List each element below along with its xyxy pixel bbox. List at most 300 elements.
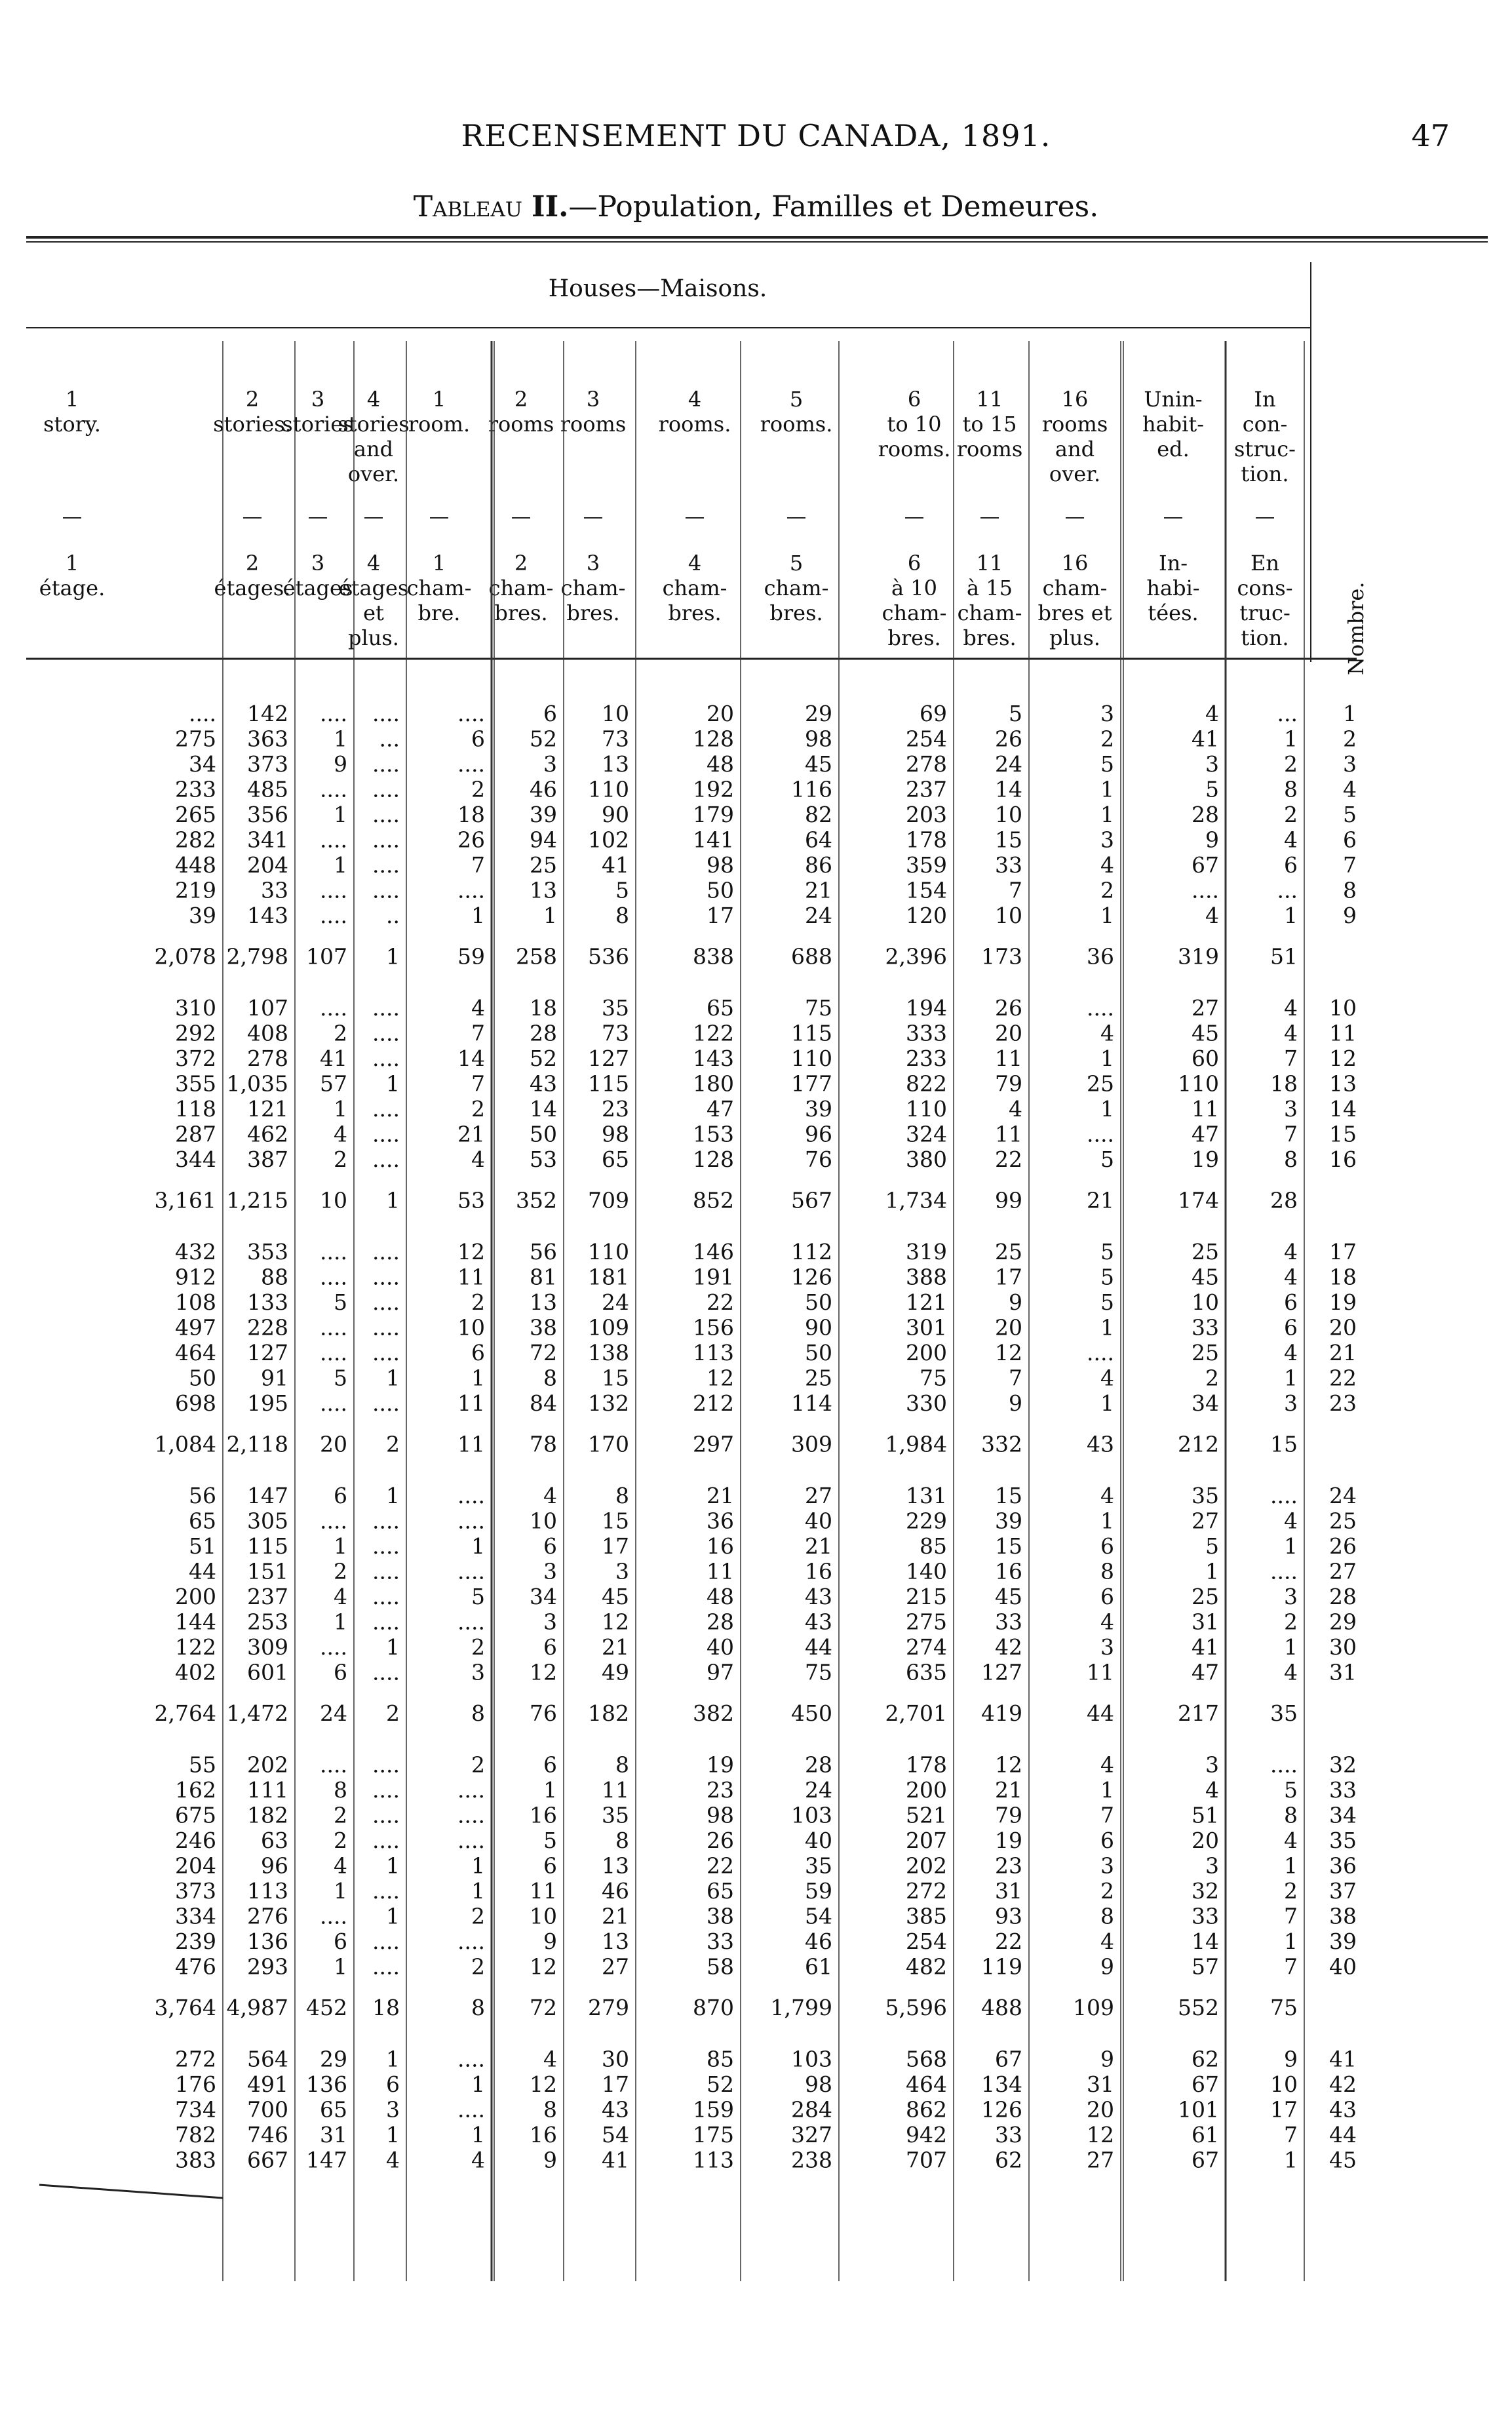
- table-cell: 110: [906, 1096, 947, 1122]
- group-total-cell: 870: [693, 1995, 734, 2020]
- table-cell: ....: [457, 1929, 485, 1954]
- table-cell: 4: [1100, 1365, 1114, 1391]
- row-number: 18: [1329, 1264, 1357, 1290]
- row-number: 9: [1343, 903, 1357, 928]
- table-cell: 109: [588, 1314, 629, 1341]
- table-cell: 28: [530, 1020, 557, 1046]
- table-cell: 21: [995, 1777, 1022, 1803]
- table-cell: 2: [1100, 1878, 1114, 1904]
- table-cell: 6: [471, 726, 485, 752]
- table-cell: 2: [471, 1953, 485, 1980]
- table-cell: 16: [995, 1558, 1022, 1584]
- col-header-fr: plus.: [1049, 625, 1100, 650]
- table-cell: 497: [175, 1314, 216, 1341]
- row-number: 10: [1329, 995, 1357, 1021]
- table-cell: 11: [1087, 1659, 1114, 1685]
- col-header-en: 3: [311, 387, 325, 412]
- table-cell: 912: [175, 1264, 216, 1290]
- table-cell: 10: [1270, 2071, 1298, 2097]
- table-cell: ....: [372, 751, 400, 777]
- table-cell: 53: [530, 1147, 557, 1172]
- col-header-en: over.: [1049, 461, 1101, 486]
- table-cell: 59: [805, 1878, 832, 1904]
- table-cell: 85: [707, 2046, 734, 2072]
- table-cell: ....: [372, 1096, 400, 1122]
- table-cell: 127: [588, 1046, 629, 1071]
- group-total-cell: 2,078: [154, 943, 216, 970]
- col-header-en: 4: [366, 387, 381, 412]
- table-cell: 4: [1100, 852, 1114, 878]
- table-cell: 7: [471, 1020, 485, 1046]
- group-total-cell: 2: [386, 1431, 400, 1457]
- table-cell: 52: [530, 1046, 557, 1071]
- table-cell: 36: [707, 1508, 734, 1534]
- table-cell: 15: [995, 827, 1022, 853]
- table-cell: 4: [1205, 903, 1219, 928]
- row-number: 37: [1329, 1878, 1357, 1904]
- table-cell: 9: [1100, 2046, 1114, 2072]
- table-cell: 200: [906, 1777, 947, 1803]
- table-cell: 293: [247, 1953, 288, 1980]
- table-cell: 5: [615, 877, 629, 903]
- table-cell: 67: [995, 2046, 1022, 2072]
- col-header-fr: plus.: [348, 625, 399, 650]
- table-cell: 12: [602, 1609, 629, 1635]
- table-cell: 287: [175, 1121, 216, 1147]
- table-cell: 119: [981, 1953, 1022, 1980]
- table-cell: 3: [543, 1609, 557, 1635]
- table-cell: 601: [247, 1659, 288, 1685]
- table-cell: 491: [247, 2071, 288, 2097]
- table-cell: 2: [1284, 1878, 1298, 1904]
- table-cell: 146: [693, 1239, 734, 1265]
- table-cell: 6: [334, 1659, 347, 1685]
- table-cell: 564: [247, 2046, 288, 2072]
- table-cell: 254: [906, 1929, 947, 1954]
- table-cell: ....: [320, 1634, 347, 1660]
- table-cell: 102: [588, 827, 629, 853]
- group-total-cell: 382: [693, 1700, 734, 1726]
- table-cell: 3: [543, 1558, 557, 1584]
- row-number: 40: [1329, 1953, 1357, 1980]
- col-header-fr: cham-: [406, 576, 472, 600]
- col-header-en: In: [1254, 387, 1276, 412]
- table-cell: 11: [1192, 1096, 1219, 1122]
- table-cell: 3: [1205, 1752, 1219, 1778]
- row-number: 39: [1329, 1929, 1357, 1954]
- table-cell: 635: [906, 1659, 947, 1685]
- table-cell: 116: [791, 776, 832, 802]
- table-cell: ....: [372, 1802, 400, 1828]
- table-cell: ....: [1270, 1483, 1298, 1508]
- table-cell: 65: [602, 1147, 629, 1172]
- table-cell: 372: [175, 1046, 216, 1071]
- table-cell: 140: [906, 1558, 947, 1584]
- table-cell: ....: [320, 877, 347, 903]
- table-cell: 43: [530, 1070, 557, 1097]
- table-cell: 4: [1284, 1340, 1298, 1365]
- table-cell: 9: [543, 2147, 557, 2173]
- table-cell: 56: [530, 1239, 557, 1265]
- table-cell: 191: [693, 1264, 734, 1290]
- table-cell: 20: [995, 1020, 1022, 1046]
- table-cell: 19: [995, 1828, 1022, 1853]
- table-cell: 46: [805, 1929, 832, 1954]
- table-cell: 24: [805, 1777, 832, 1803]
- table-cell: 84: [530, 1390, 557, 1416]
- table-cell: 21: [457, 1121, 485, 1147]
- table-cell: 13: [530, 877, 557, 903]
- table-cell: 4: [543, 1483, 557, 1508]
- table-cell: ....: [457, 1558, 485, 1584]
- table-cell: 11: [457, 1390, 485, 1416]
- table-cell: 79: [995, 1070, 1022, 1097]
- table-cell: 67: [1192, 852, 1219, 878]
- table-cell: 65: [707, 1878, 734, 1904]
- table-cell: 52: [530, 726, 557, 752]
- table-cell: 40: [805, 1508, 832, 1534]
- col-header-en: 6: [907, 387, 921, 412]
- table-cell: 25: [530, 852, 557, 878]
- table-cell: 5: [1100, 1289, 1114, 1315]
- row-number: 23: [1329, 1390, 1357, 1416]
- table-cell: 1: [334, 852, 347, 878]
- table-cell: 39: [995, 1508, 1022, 1534]
- group-total-cell: 852: [693, 1187, 734, 1213]
- table-cell: 1: [386, 1853, 400, 1879]
- table-cell: 6: [543, 1533, 557, 1559]
- table-cell: 46: [602, 1878, 629, 1904]
- table-cell: 20: [995, 1314, 1022, 1341]
- table-cell: 39: [189, 903, 216, 928]
- table-cell: 383: [175, 2147, 216, 2173]
- table-cell: 9: [1100, 1953, 1114, 1980]
- row-number: 20: [1329, 1314, 1357, 1341]
- col-header-fr: à 15: [967, 576, 1013, 600]
- group-total-cell: 688: [791, 943, 832, 970]
- table-cell: 33: [1192, 1903, 1219, 1929]
- table-cell: 8: [1100, 1903, 1114, 1929]
- table-cell: 72: [530, 1340, 557, 1365]
- table-cell: 45: [1192, 1020, 1219, 1046]
- caption-prefix: Tableau: [413, 190, 522, 224]
- table-cell: 6: [543, 1752, 557, 1778]
- group-total-cell: 35: [1270, 1700, 1298, 1726]
- table-cell: 239: [175, 1929, 216, 1954]
- table-cell: 127: [981, 1659, 1022, 1685]
- table-cell: 1: [1100, 1777, 1114, 1803]
- table-cell: 1: [1284, 1929, 1298, 1954]
- table-cell: 75: [920, 1365, 947, 1391]
- table-cell: 24: [805, 903, 832, 928]
- col-header-fr: étages: [282, 576, 353, 600]
- table-cell: 54: [602, 2122, 629, 2148]
- table-cell: ....: [1270, 1752, 1298, 1778]
- row-number: 42: [1329, 2071, 1357, 2097]
- table-cell: 388: [906, 1264, 947, 1290]
- table-cell: 8: [543, 1365, 557, 1391]
- col-header-fr: bres.: [963, 625, 1017, 650]
- table-cell: 2: [471, 1903, 485, 1929]
- table-cell: 402: [175, 1659, 216, 1685]
- table-cell: 142: [247, 701, 288, 726]
- running-title: RECENSEMENT DU CANADA, 1891.: [461, 118, 1051, 153]
- row-number: 14: [1329, 1096, 1357, 1122]
- table-cell: ....: [372, 1929, 400, 1954]
- table-cell: 35: [805, 1853, 832, 1879]
- group-total-cell: 18: [372, 1995, 400, 2020]
- table-cell: 8: [1100, 1558, 1114, 1584]
- table-cell: 73: [602, 726, 629, 752]
- table-cell: 143: [247, 903, 288, 928]
- table-cell: 15: [995, 1483, 1022, 1508]
- table-cell: 26: [707, 1828, 734, 1853]
- table-cell: 1,035: [226, 1070, 288, 1097]
- table-cell: ...: [1277, 877, 1298, 903]
- table-cell: 45: [995, 1584, 1022, 1609]
- table-cell: 33: [995, 1609, 1022, 1635]
- group-total-cell: 51: [1270, 943, 1298, 970]
- table-cell: 215: [906, 1584, 947, 1609]
- table-cell: 359: [906, 852, 947, 878]
- group-total-cell: 170: [588, 1431, 629, 1457]
- table-cell: 1: [386, 1634, 400, 1660]
- table-cell: 355: [175, 1070, 216, 1097]
- table-cell: 13: [530, 1289, 557, 1315]
- table-cell: ....: [372, 1953, 400, 1980]
- table-cell: 254: [906, 726, 947, 752]
- table-cell: 9: [334, 751, 347, 777]
- col-header-fr: 2: [245, 551, 260, 576]
- table-cell: ....: [1270, 1558, 1298, 1584]
- table-cell: 204: [175, 1853, 216, 1879]
- table-cell: 41: [1192, 1634, 1219, 1660]
- table-cell: 3: [1100, 827, 1114, 853]
- table-cell: 5: [1205, 1533, 1219, 1559]
- table-cell: 237: [247, 1584, 288, 1609]
- col-header-fr: bres.: [494, 600, 548, 625]
- table-cell: 47: [707, 1096, 734, 1122]
- row-number: 45: [1329, 2147, 1357, 2173]
- table-cell: 29: [805, 701, 832, 726]
- table-cell: 50: [707, 877, 734, 903]
- row-number: 25: [1329, 1508, 1357, 1534]
- row-number: 38: [1329, 1903, 1357, 1929]
- col-header-fr: En: [1250, 551, 1279, 576]
- col-header-fr: 3: [586, 551, 600, 576]
- group-total-cell: 3,161: [154, 1187, 216, 1213]
- group-total-cell: 78: [530, 1431, 557, 1457]
- table-cell: 344: [175, 1147, 216, 1172]
- table-cell: ....: [372, 1878, 400, 1904]
- table-cell: 1: [334, 1953, 347, 1980]
- table-cell: 462: [247, 1121, 288, 1147]
- table-cell: 3: [1284, 1390, 1298, 1416]
- col-header-en: 2: [514, 387, 528, 412]
- table-cell: 16: [530, 1802, 557, 1828]
- col-header-en: room.: [408, 412, 471, 437]
- col-header-fr: 11: [976, 551, 1003, 576]
- table-cell: 110: [588, 776, 629, 802]
- group-total-cell: 182: [588, 1700, 629, 1726]
- table-cell: ....: [372, 1121, 400, 1147]
- table-cell: 65: [320, 2096, 347, 2123]
- table-cell: 448: [175, 852, 216, 878]
- table-cell: 69: [920, 701, 947, 726]
- table-cell: 98: [707, 1802, 734, 1828]
- col-header-en: 1: [432, 387, 446, 412]
- table-cell: 75: [805, 1659, 832, 1685]
- col-header-en: rooms: [488, 412, 554, 437]
- table-cell: 44: [189, 1558, 216, 1584]
- row-number: 6: [1343, 827, 1357, 853]
- col-header-en: 11: [976, 387, 1003, 412]
- table-cell: 25: [1192, 1584, 1219, 1609]
- table-cell: 8: [543, 2096, 557, 2123]
- row-number: 22: [1329, 1365, 1357, 1391]
- table-cell: 373: [247, 751, 288, 777]
- group-total-cell: 59: [457, 943, 485, 970]
- table-cell: 115: [791, 1020, 832, 1046]
- row-number: 34: [1329, 1802, 1357, 1828]
- table-cell: 24: [602, 1289, 629, 1315]
- table-cell: 28: [1192, 802, 1219, 827]
- table-cell: ....: [372, 1777, 400, 1803]
- table-cell: 40: [707, 1634, 734, 1660]
- table-cell: 47: [1192, 1121, 1219, 1147]
- col-header-en: 1: [65, 387, 79, 412]
- table-cell: 11: [995, 1121, 1022, 1147]
- table-cell: 5: [1100, 1239, 1114, 1265]
- table-cell: 1: [1100, 1096, 1114, 1122]
- table-cell: 782: [175, 2122, 216, 2148]
- col-header-en: rooms.: [658, 412, 731, 437]
- table-cell: 4: [1100, 1929, 1114, 1954]
- table-cell: 3: [615, 1558, 629, 1584]
- table-cell: ....: [372, 1558, 400, 1584]
- group-total-cell: 76: [530, 1700, 557, 1726]
- table-cell: 272: [175, 2046, 216, 2072]
- row-number: 24: [1329, 1483, 1357, 1508]
- table-cell: 111: [247, 1777, 288, 1803]
- table-cell: 1: [1100, 1390, 1114, 1416]
- table-cell: 4: [1284, 1828, 1298, 1853]
- table-cell: 98: [602, 1121, 629, 1147]
- table-cell: 5: [334, 1289, 347, 1315]
- nombre-text: Nombre.: [1344, 581, 1368, 675]
- table-cell: 14: [1192, 1929, 1219, 1954]
- table-cell: 110: [791, 1046, 832, 1071]
- table-cell: 4: [1284, 995, 1298, 1021]
- table-cell: 1: [334, 1533, 347, 1559]
- table-cell: 45: [1192, 1264, 1219, 1290]
- table-cell: 301: [906, 1314, 947, 1341]
- table-cell: 91: [261, 1365, 288, 1391]
- table-cell: 1: [1100, 1508, 1114, 1534]
- table-cell: 115: [588, 1070, 629, 1097]
- table-cell: 93: [995, 1903, 1022, 1929]
- table-cell: 734: [175, 2096, 216, 2123]
- group-total-cell: 279: [588, 1995, 629, 2020]
- table-cell: 28: [707, 1609, 734, 1635]
- table-cell: 11: [995, 1046, 1022, 1071]
- table-cell: 319: [906, 1239, 947, 1265]
- col-header-en: rooms: [1041, 412, 1108, 437]
- table-cell: ....: [1192, 877, 1219, 903]
- table-cell: 8: [334, 1777, 347, 1803]
- table-cell: 229: [906, 1508, 947, 1534]
- table-cell: 12: [707, 1365, 734, 1391]
- table-cell: 29: [320, 2046, 347, 2072]
- group-total-cell: 107: [306, 943, 347, 970]
- col-header-fr: truc-: [1239, 600, 1290, 625]
- table-cell: ...: [1277, 701, 1298, 726]
- table-cell: 1: [386, 1483, 400, 1508]
- table-cell: 103: [791, 1802, 832, 1828]
- table-cell: ....: [372, 827, 400, 853]
- group-total-cell: 109: [1073, 1995, 1114, 2020]
- table-cell: 1: [334, 1096, 347, 1122]
- table-cell: 156: [693, 1314, 734, 1341]
- table-cell: 568: [906, 2046, 947, 2072]
- table-cell: 4: [1100, 1020, 1114, 1046]
- table-cell: 101: [1178, 2096, 1219, 2123]
- table-cell: 8: [615, 1483, 629, 1508]
- table-cell: 15: [602, 1365, 629, 1391]
- table-cell: 41: [1192, 726, 1219, 752]
- table-cell: 33: [995, 852, 1022, 878]
- table-cell: 133: [247, 1289, 288, 1315]
- table-cell: 195: [247, 1390, 288, 1416]
- table-cell: 63: [261, 1828, 288, 1853]
- table-cell: 7: [1009, 1365, 1022, 1391]
- table-cell: 1: [386, 2046, 400, 2072]
- table-cell: ....: [457, 1609, 485, 1635]
- table-cell: 2: [1205, 1365, 1219, 1391]
- table-cell: 26: [995, 726, 1022, 752]
- table-cell: 2: [334, 1020, 347, 1046]
- table-cell: 22: [707, 1289, 734, 1315]
- table-cell: 151: [247, 1558, 288, 1584]
- table-cell: 18: [1270, 1070, 1298, 1097]
- table-cell: 14: [995, 776, 1022, 802]
- row-number: 15: [1329, 1121, 1357, 1147]
- group-total-cell: 536: [588, 943, 629, 970]
- table-cell: 4: [1284, 1508, 1298, 1534]
- table-cell: 32: [1192, 1878, 1219, 1904]
- table-cell: 21: [602, 1634, 629, 1660]
- table-cell: 26: [457, 827, 485, 853]
- table-cell: 94: [530, 827, 557, 853]
- table-cell: 2: [334, 1828, 347, 1853]
- table-cell: 39: [805, 1096, 832, 1122]
- table-cell: 5: [543, 1828, 557, 1853]
- table-cell: 50: [805, 1340, 832, 1365]
- table-cell: 1: [1284, 1533, 1298, 1559]
- col-header-fr: 1: [65, 551, 79, 576]
- col-header-fr: tion.: [1241, 625, 1289, 650]
- group-total-cell: 419: [981, 1700, 1022, 1726]
- col-header-en: rooms.: [760, 412, 833, 437]
- table-cell: 9: [1009, 1289, 1022, 1315]
- table-cell: 1: [386, 2122, 400, 2148]
- table-cell: 5: [1205, 776, 1219, 802]
- col-header-en: con-: [1242, 412, 1288, 437]
- col-header-fr: habi-: [1146, 576, 1200, 600]
- table-cell: ....: [372, 776, 400, 802]
- group-total-cell: 36: [1087, 943, 1114, 970]
- table-cell: 2: [334, 1147, 347, 1172]
